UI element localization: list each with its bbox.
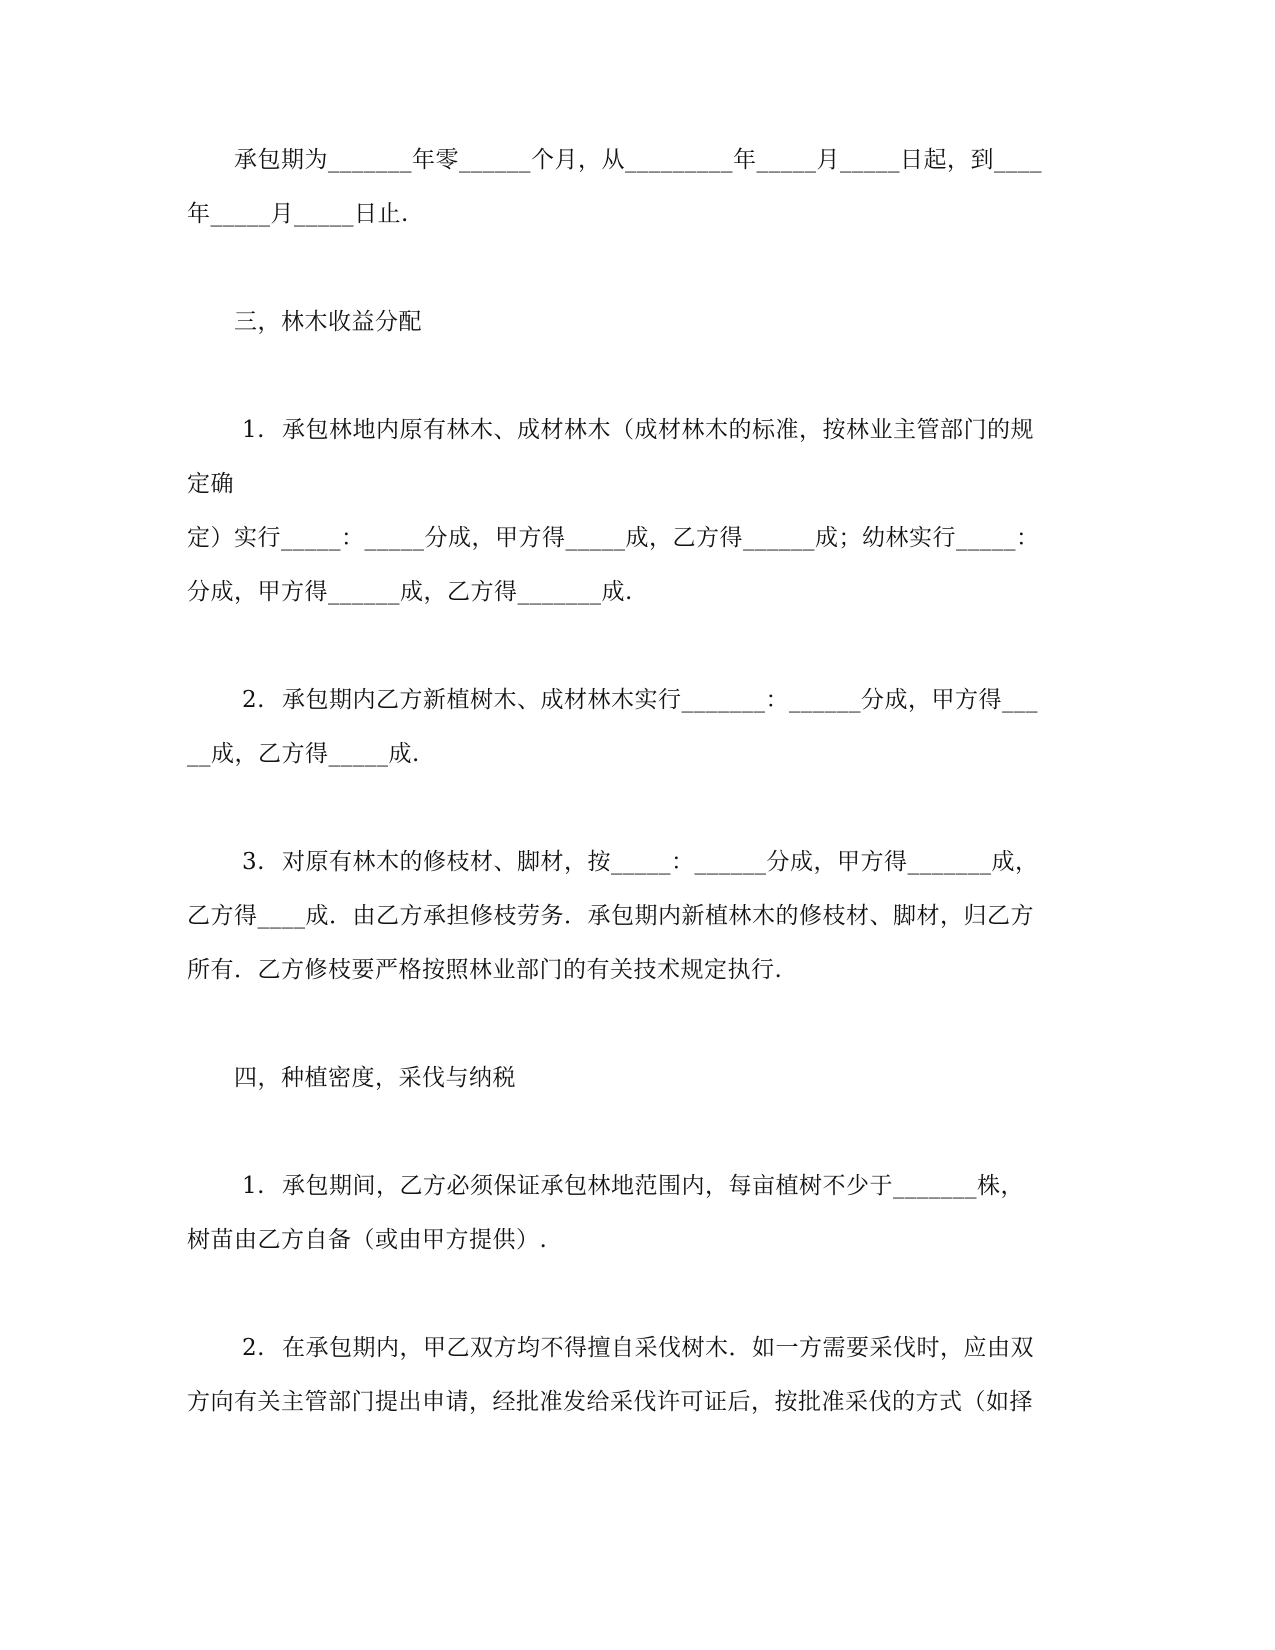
- item-3-3-line-3: 所有．乙方修枝要严格按照林业部门的有关技术规定执行.: [187, 957, 783, 983]
- item-3-1-line-4: 分成，甲方得______成，乙方得_______成.: [187, 579, 633, 605]
- item-3-1-line-2: 定确: [187, 471, 234, 497]
- item-4-1-line-1: [242, 1171, 1024, 1201]
- item-3-3-line-2: 乙方得____成．由乙方承担修枝劳务．承包期内新植林木的修枝材、脚材，归乙方: [187, 903, 1034, 929]
- item-number: 1.: [242, 1173, 265, 1199]
- item-3-2-line-1: [242, 685, 1038, 715]
- item-3-3-line-1: [242, 847, 1039, 877]
- section-heading-3: 三，林木收益分配: [234, 309, 422, 335]
- item-4-1-line-2: 树苗由乙方自备（或由甲方提供）.: [187, 1227, 548, 1253]
- item-number: 2.: [242, 1335, 265, 1361]
- item-4-2-line-2: 方向有关主管部门提出申请，经批准发给采伐许可证后，按批准采伐的方式（如择: [187, 1389, 1033, 1415]
- item-text: 对原有林木的修枝材、脚材，按_____：______分成，甲方得_______成，: [282, 849, 1039, 875]
- item-number: 3.: [242, 849, 265, 875]
- item-3-2-line-2: __成，乙方得_____成.: [187, 741, 420, 767]
- item-text: 在承包期内，甲乙双方均不得擅自采伐树木．如一方需要采伐时，应由双: [282, 1335, 1034, 1361]
- item-number: 1.: [242, 417, 265, 443]
- item-3-1-line-1: [242, 415, 1034, 445]
- item-text: 承包林地内原有林木、成材林木（成材林木的标准，按林业主管部门的规: [282, 417, 1034, 443]
- item-3-1-line-3: 定）实行_____：_____分成，甲方得_____成，乙方得______成；幼林实行_____：: [187, 525, 1040, 551]
- item-text: 承包期内乙方新植树木、成材林木实行_______：______分成，甲方得___: [282, 687, 1038, 713]
- term-line-2: 年_____月_____日止.: [187, 201, 409, 227]
- item-number: 2.: [242, 687, 265, 713]
- term-line-1: 承包期为_______年零______个月，从_________年_____月_____日起，到____: [234, 147, 1042, 173]
- item-4-2-line-1: [242, 1333, 1034, 1363]
- section-heading-4: 四，种植密度，采伐与纳税: [234, 1065, 516, 1091]
- item-text: 承包期间，乙方必须保证承包林地范围内，每亩植树不少于_______株，: [282, 1173, 1024, 1199]
